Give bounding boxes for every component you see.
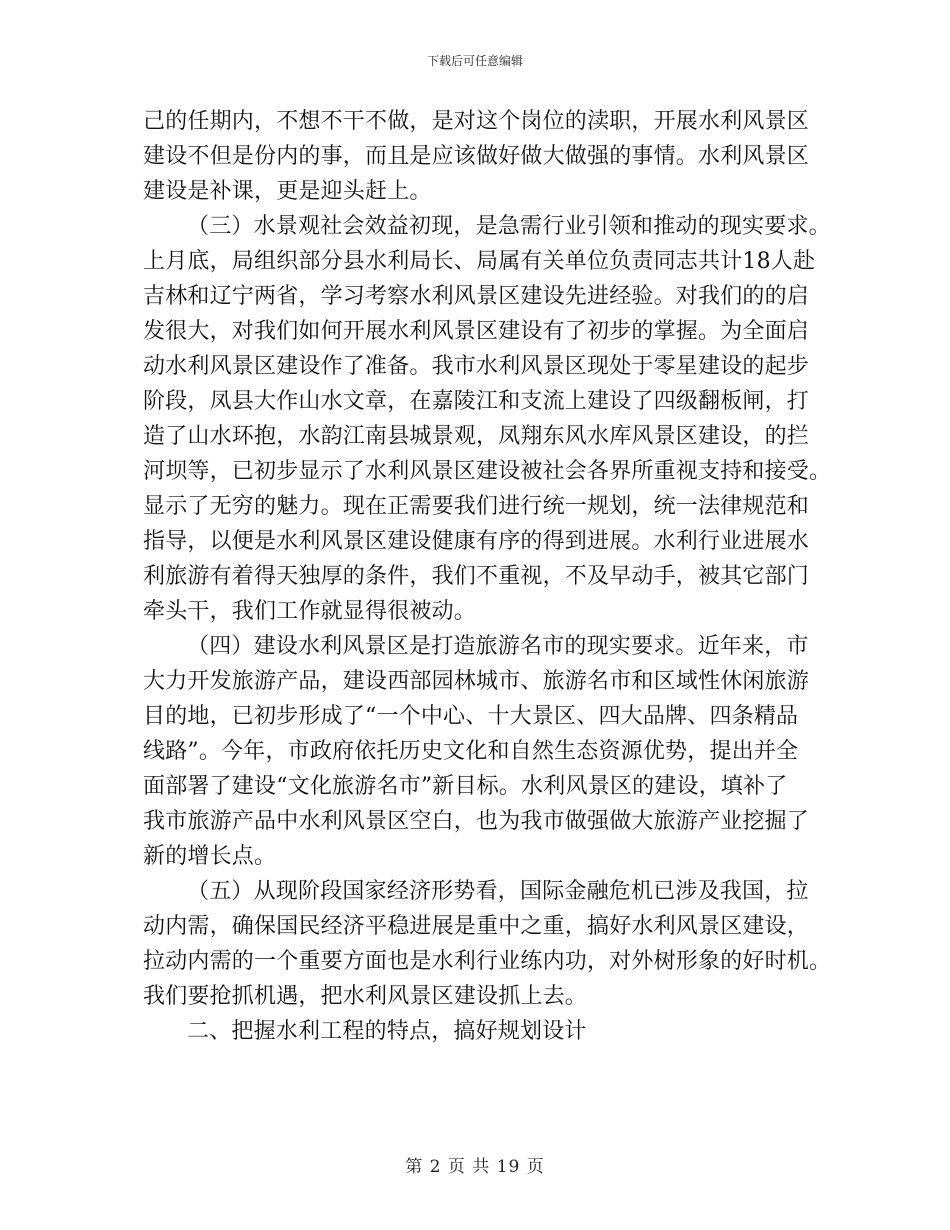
text-line: 己的任期内，不想不干不做，是对这个岗位的渎职，开展水利风景区 [143,109,810,134]
text-line: 建设是补课，更是迎头赶上。 [143,179,432,204]
text-line: （五）从现阶段国家经济形势看，国际金融危机已涉及我国，拉 [187,879,809,904]
page-header: 下载后可任意编辑 [426,54,523,68]
text-line: 我们要抢抓机遇，把水利风景区建设抓上去。 [143,984,588,1009]
text-line: 指导，以便是水利风景区建设健康有序的得到进展。水利行业进展水 [143,529,810,554]
text-line: 线路”。今年，市政府依托历史文化和自然生态资源优势，提出并全 [143,739,799,764]
text-line: 动内需，确保国民经济平稳进展是重中之重，搞好水利风景区建设， [143,914,810,939]
text-line: 新的增长点。 [143,844,277,869]
text-line: 显示了无穷的魅力。现在正需要我们进行统一规划，统一法律规范和 [143,494,810,519]
text-line: 拉动内需的一个重要方面也是水利行业练内功，对外树形象的好时机。 [143,949,832,974]
text-line: 牵头干，我们工作就显得很被动。 [143,599,477,624]
text-line: 二、把握水利工程的特点，搞好规划设计 [187,1019,587,1044]
text-line: 目的地，已初步形成了“一个中心、十大景区、四大品牌、四条精品 [143,704,799,729]
text-line: （三）水景观社会效益初现，是急需行业引领和推动的现实要求。 [187,214,831,239]
text-line: 河坝等，已初步显示了水利风景区建设被社会各界所重视支持和接受。 [143,459,832,484]
body-text [143,104,832,1049]
text-line: 我市旅游产品中水利风景区空白，也为我市做强做大旅游产业挖掘了 [143,809,810,834]
text-line: 面部署了建设“文化旅游名市”新目标。水利风景区的建设，填补了 [143,774,788,799]
text-line: 动水利风景区建设作了准备。我市水利风景区现处于零星建设的起步 [143,354,810,379]
text-line: 吉林和辽宁两省，学习考察水利风景区建设先进经验。对我们的的启 [143,284,810,309]
text-line: 阶段，凤县大作山水文章，在嘉陵江和支流上建设了四级翻板闸，打 [143,389,810,414]
text-line: 发很大，对我们如何开展水利风景区建设有了初步的掌握。为全面启 [143,319,810,344]
text-line: 利旅游有着得天独厚的条件，我们不重视，不及早动手，被其它部门 [143,564,810,589]
text-line: 大力开发旅游产品，建设西部园林城市、旅游名市和区域性休闲旅游 [143,669,810,694]
text-line: 造了山水环抱，水韵江南县城景观，凤翔东风水库风景区建设，的拦 [143,424,810,449]
page-footer: 第 2 页 共 19 页 [405,1157,545,1177]
text-line: 上月底，局组织部分县水利局长、局属有关单位负责同志共计18人赴 [143,249,816,274]
text-line: （四）建设水利风景区是打造旅游名市的现实要求。近年来，市 [187,634,809,659]
text-line: 建设不但是份内的事，而且是应该做好做大做强的事情。水利风景区 [143,144,810,169]
